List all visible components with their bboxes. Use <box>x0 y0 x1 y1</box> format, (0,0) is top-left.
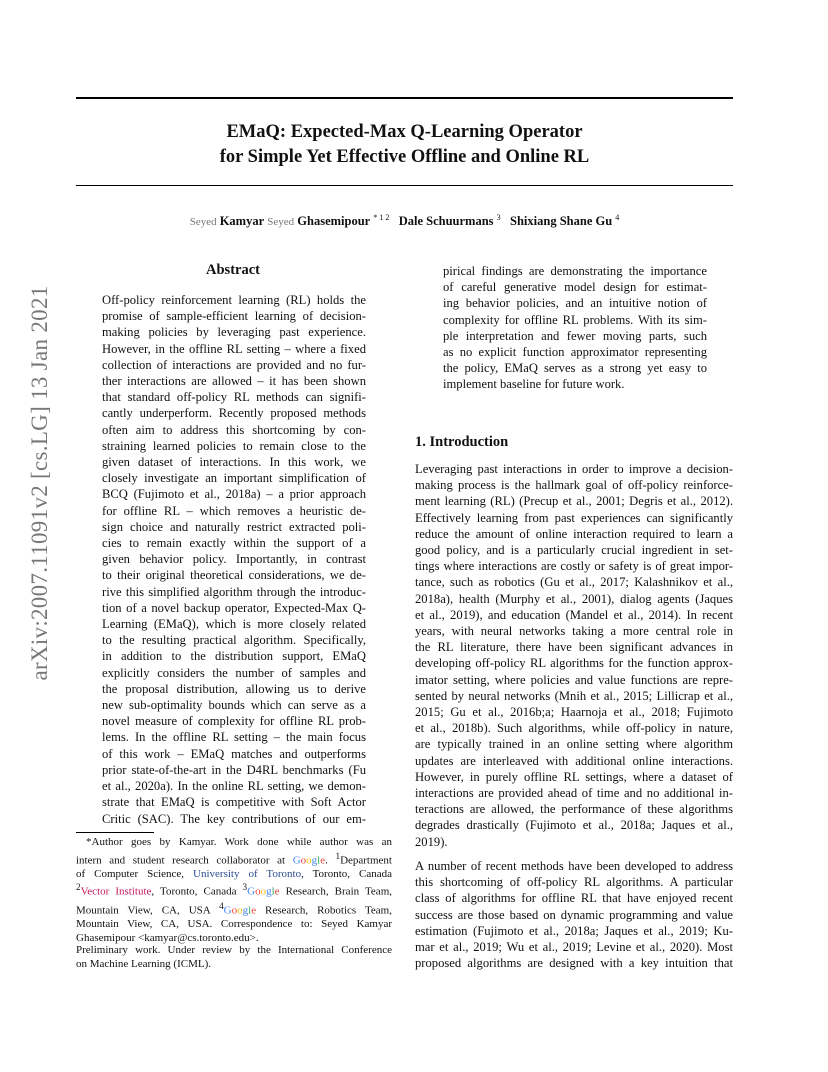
text-line: tance, such as robotics (Gu et al., 2017; Kalashnikov et al., <box>415 575 733 590</box>
text-line: straining learned policies to remain close to the <box>102 438 366 453</box>
text-line: strate that EMaQ is competitive with Soft Actor <box>102 795 366 810</box>
text-line: Critic (SAC). The key contributions of our em- <box>102 811 366 826</box>
intro-paragraph-2 <box>415 858 733 971</box>
vector-institute-link[interactable]: Vector Institute <box>80 886 152 899</box>
author-1-prefix: Seyed <box>189 216 217 229</box>
text-line: interactions are provided ahead of time and no additional in- <box>415 786 733 801</box>
text-line: years, with neural networks taking a more central role in <box>415 624 733 639</box>
text-line: to the resulting practical algorithm. Specifically, <box>102 633 366 648</box>
text-line: imator setting, where policies and value functions are repre- <box>415 672 733 687</box>
paper-title-line-2: for Simple Yet Effective Offline and Online RL <box>219 147 590 167</box>
text-line: making process is the hallmark goal of off-policy reinforce- <box>415 478 733 493</box>
text-line: BCQ (Fujimoto et al., 2018a) – a prior approach <box>102 487 366 502</box>
author-3-affiliations: 4 <box>615 213 620 222</box>
author-1-prefix-2: Seyed <box>267 216 295 229</box>
text-line: promise of sample-efficient learning of decision- <box>102 309 366 324</box>
arxiv-stamp: arXiv:2007.11091v2 [cs.LG] 13 Jan 2021 <box>27 285 52 681</box>
author-1-name-first: Kamyar <box>219 214 265 229</box>
abstract-body-continued <box>443 263 707 393</box>
footnote-line: Mountain View, CA, USA. Correspondence to: Seyed Kamyar <box>76 917 392 930</box>
text-line: proposed algorithms are designed with a key intuition that <box>415 956 733 971</box>
text-line: A number of recent methods have been developed to address <box>415 859 733 873</box>
text-line: However, in purely offline RL settings, where a dataset of <box>415 769 733 784</box>
footnote-line: *Author goes by Kamyar. Work done while author was an <box>86 836 392 848</box>
text-line: rive this simplified algorithm through the introduc- <box>102 584 366 599</box>
text-line: Off-policy reinforcement learning (RL) holds the <box>102 293 366 307</box>
author-footnote <box>76 836 392 945</box>
text-line: making policies by leveraging past experience. <box>102 325 366 340</box>
preliminary-note <box>76 944 392 971</box>
text-line: 2015; Gu et al., 2016b;a; Haarnoja et al., 2018; Fujimoto <box>415 705 733 720</box>
text-line: this shortcoming of off-policy RL algorithms. A particular <box>415 875 733 890</box>
text-line: tings where interactions are costly or safety is of great impor- <box>415 559 733 574</box>
text-line: ple interpretation and fewer moving parts, such <box>443 328 707 343</box>
footnote-rule <box>76 832 154 833</box>
text-line: estimation (Fujimoto et al., 2018a; Jaques et al., 2019; Ku- <box>415 923 733 938</box>
text-line: new sub-optimality bounds which can serve as a <box>102 698 366 713</box>
footnote-line: $^2$Vector Institute, Toronto, Canada $^3$Google Research, Brain Team, <box>76 882 392 899</box>
text-line: ther interactions are allowed – it has been shown <box>102 374 366 389</box>
google-wordmark: Google <box>292 854 326 867</box>
text-line: success are those based on dynamic programming and value <box>415 907 733 922</box>
abstract-heading: Abstract <box>206 262 260 278</box>
text-line: et al., 2019), and education (Mandel et al., 2014). In recent <box>415 607 733 622</box>
text-line: teractions are allowed, the performance of these algorithms <box>415 802 733 817</box>
author-1-affiliations: * 1 2 <box>373 213 390 222</box>
text-line: novel measure of complexity for offline RL prob- <box>102 714 366 729</box>
preliminary-line: on Machine Learning (ICML). <box>76 957 212 970</box>
text-line: given dataset of interactions. In this work, we <box>102 455 366 470</box>
text-line: the RL literature, there have been significant advances in <box>415 640 733 655</box>
text-line: Learning (EMaQ), which is more closely related <box>102 617 366 632</box>
text-line: often aim to address this shortcoming by con- <box>102 422 366 437</box>
title-top-rule <box>76 97 733 99</box>
text-line: Effectively learning from past experiences can significantly <box>415 510 733 525</box>
text-line: sign choice and naturally restrict extracted poli- <box>102 519 366 534</box>
text-line: class of algorithms for offline RL that have enjoyed recent <box>415 891 733 906</box>
abstract-body <box>102 292 366 827</box>
text-line: to their original theoretical considerations, we de- <box>102 568 366 583</box>
author-1-name-last: Ghasemipour <box>297 214 371 229</box>
text-line: cantly underperform. Recently proposed methods <box>102 406 366 421</box>
text-line: as no explicit function approximator representing <box>443 345 707 360</box>
author-2-affiliations: 3 <box>496 213 501 222</box>
text-line: explicitly considers the number of samples and <box>102 665 366 680</box>
footnote-line: Mountain View, CA, USA $^4$Google Research, Robotics Team, <box>76 900 392 917</box>
text-line: cies to remain exactly within the support of a <box>102 536 366 551</box>
text-line: complexity for offline RL problems. With its sim- <box>443 312 707 327</box>
intro-paragraph-1 <box>415 461 733 850</box>
text-line: reduce the amount of online interaction required to learn a <box>415 526 733 541</box>
text-line: mar et al., 2019; Wu et al., 2019; Levine et al., 2020). Most <box>415 940 733 955</box>
text-line: given behavior policy. Importantly, in contrast <box>102 552 366 567</box>
text-line: good policy, and is a particularly crucial ingredient in set- <box>415 543 733 558</box>
text-line: sented by neural networks (Mnih et al., 2015; Lillicrap et al., <box>415 688 733 703</box>
text-line: closely investigate an important simplification of <box>102 471 366 486</box>
text-line: in addition to the distribution support, EMaQ <box>102 649 366 664</box>
author-3-name: Shixiang Shane Gu <box>510 214 613 229</box>
text-line: degrades drastically (Fujimoto et al., 2018a; Jaques et al., <box>415 818 733 833</box>
footnote-line: intern and student research collaborator at Google. $^1$Department <box>76 850 392 867</box>
text-line: are typically trained in an online setting where algorithm <box>415 737 733 752</box>
paper-title-line-1: EMaQ: Expected-Max Q-Learning Operator <box>226 122 583 142</box>
text-line: pirical findings are demonstrating the importance <box>443 264 707 278</box>
author-list <box>76 213 733 229</box>
text-line: updates are interleaved with additional online interactions. <box>415 753 733 768</box>
title-bottom-rule <box>76 185 733 186</box>
text-line: ment learning (RL) (Precup et al., 2001; Degris et al., 2012). <box>415 494 733 509</box>
text-line: prior state-of-the-art in the D4RL benchmarks (Fu <box>102 762 366 777</box>
text-line: developing off-policy RL algorithms for the function approx- <box>415 656 733 671</box>
uoft-link[interactable]: University of Toronto <box>193 867 302 880</box>
intro-heading: 1. Introduction <box>415 434 509 450</box>
preliminary-line: Preliminary work. Under review by the International Conference <box>76 944 392 956</box>
text-line: lems. In the offline RL setting – the main focus <box>102 730 366 745</box>
text-line: for offline RL – which removes a heuristic de- <box>102 503 366 518</box>
text-line: collection of interactions are provided and no fur- <box>102 357 366 372</box>
text-line: et al., 2020a). In the online RL setting, we demon- <box>102 779 366 794</box>
google-wordmark: Google <box>247 886 280 899</box>
text-line: Leveraging past interactions in order to improve a decision- <box>415 462 733 476</box>
text-line: et al., 2018b). Such algorithms, while off-policy in nature, <box>415 721 733 736</box>
text-line: 2019). <box>415 834 448 849</box>
text-line: the policy, EMaQ serves as a strong yet easy to <box>443 361 707 376</box>
text-line: tion of a novel backup operator, Expected-Max Q- <box>102 600 366 615</box>
text-line: 2018a), health (Murphy et al., 2001), dialog agents (Jaques <box>415 591 733 606</box>
text-line: that standard off-policy RL methods can signifi- <box>102 390 366 405</box>
text-line: implement baseline for future work. <box>443 377 625 392</box>
author-2-name: Dale Schuurmans <box>398 214 494 229</box>
text-line: However, in the offline RL setting – where a fixed <box>102 341 366 356</box>
text-line: ing behavior policies, and an intuitive notion of <box>443 296 707 311</box>
text-line: the proposal distribution, allowing us to derive <box>102 681 366 696</box>
footnote-line: Ghasemipour <kamyar@cs.toronto.edu>. <box>76 931 259 944</box>
text-line: of this work – EMaQ matches and outperforms <box>102 746 366 761</box>
google-wordmark: Google <box>223 904 257 917</box>
footnote-line: of Computer Science, University of Toronto, Toronto, Canada <box>76 867 392 880</box>
text-line: of careful generative model design for estimat- <box>443 280 707 295</box>
